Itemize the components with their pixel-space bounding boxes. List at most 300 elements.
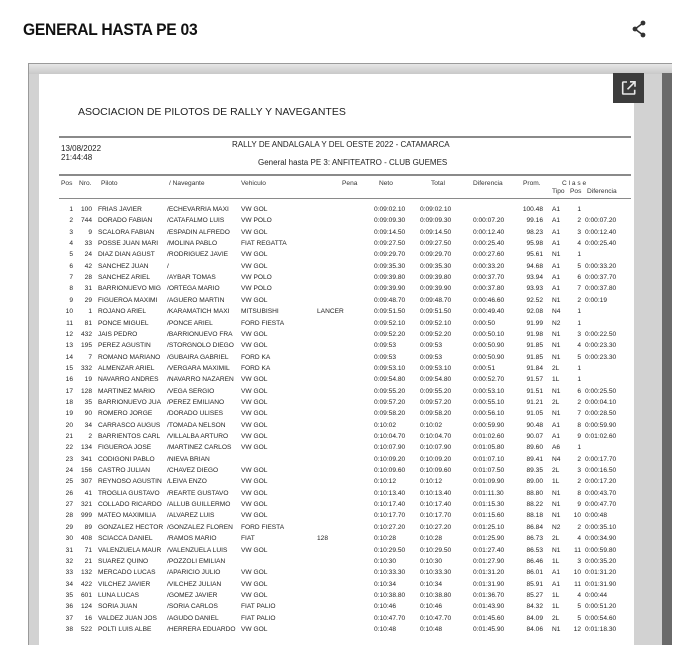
cell-nro: 522 bbox=[80, 625, 92, 633]
table-row bbox=[39, 547, 634, 558]
cell-diferencia: 0:01:27.40 bbox=[473, 546, 505, 554]
cell-piloto: REYNOSO AGUSTIN bbox=[98, 478, 162, 486]
table-row bbox=[39, 388, 634, 399]
cell-clase-pos: 11 bbox=[574, 546, 581, 554]
cell-diferencia: 0:01:31.90 bbox=[473, 580, 505, 588]
cell-total: 0:10:48 bbox=[420, 625, 442, 633]
cell-diferencia: 0:01:15.60 bbox=[473, 512, 505, 520]
cell-pos: 30 bbox=[65, 535, 73, 543]
cell-vehiculo: VW GOL bbox=[241, 489, 268, 497]
cell-nro: 100 bbox=[80, 206, 92, 213]
cell-piloto: FIGUEROA JOSE bbox=[98, 444, 152, 452]
table-row bbox=[39, 422, 634, 433]
cell-clase-tipo: A1 bbox=[552, 206, 561, 213]
cell-clase-pos: 3 bbox=[577, 467, 581, 475]
cell-navegante: /POZZOLI EMILIAN bbox=[167, 557, 226, 565]
cell-neto: 0:09:53.10 bbox=[374, 364, 406, 372]
cell-prom: 93.94 bbox=[526, 274, 543, 282]
cell-total: 0:10:33.30 bbox=[420, 569, 452, 577]
cell-clase-tipo: N2 bbox=[552, 523, 561, 531]
cell-neto: 0:09:58.20 bbox=[374, 410, 406, 418]
cell-vehiculo: VW POLO bbox=[241, 274, 272, 282]
cell-prom: 99.16 bbox=[526, 217, 543, 225]
cell-piloto: CASTRO JULIAN bbox=[98, 467, 151, 475]
cell-clase-diferencia: 0:01:31.90 bbox=[585, 580, 617, 588]
cell-total: 0:09:53 bbox=[420, 342, 442, 350]
cell-pos: 27 bbox=[65, 501, 73, 509]
cell-pos: 28 bbox=[65, 512, 73, 520]
cell-clase-pos: 1 bbox=[577, 319, 581, 327]
cell-nro: 28 bbox=[84, 274, 92, 282]
cell-pos: 8 bbox=[69, 285, 73, 293]
cell-nro: 9 bbox=[88, 228, 92, 236]
divider bbox=[59, 136, 631, 138]
cell-piloto: CODIGONI PABLO bbox=[98, 455, 155, 463]
cell-piloto: ROMANO MARIANO bbox=[98, 353, 161, 361]
cell-neto: 0:09:57.20 bbox=[374, 398, 406, 406]
cell-nro: 21 bbox=[84, 557, 92, 565]
cell-prom: 88.18 bbox=[526, 512, 543, 520]
cell-clase-pos: 9 bbox=[577, 433, 581, 440]
cell-vehiculo: VW GOL bbox=[241, 251, 268, 259]
cell-diferencia: 0:00:56.10 bbox=[473, 410, 505, 418]
cell-piloto: TROGLIA GUSTAVO bbox=[98, 489, 160, 497]
cell-clase-diferencia: 0:00:04.10 bbox=[585, 398, 617, 406]
cell-clase-tipo: N1 bbox=[552, 501, 561, 509]
table-row bbox=[39, 603, 634, 614]
cell-prom: 91.21 bbox=[526, 398, 543, 406]
cell-total: 0:10:38.80 bbox=[420, 591, 452, 599]
cell-clase-diferencia: 0:00:34.90 bbox=[585, 535, 617, 543]
cell-piloto: CARRASCO AUGUS bbox=[98, 421, 161, 429]
cell-clase-pos: 10 bbox=[573, 569, 581, 577]
cell-pos: 32 bbox=[65, 557, 73, 565]
cell-vehiculo: VW GOL bbox=[241, 444, 268, 452]
page-title: GENERAL HASTA PE 03 bbox=[23, 20, 198, 39]
cell-total: 0:09:52.10 bbox=[420, 319, 452, 327]
cell-clase-tipo: 1L bbox=[552, 557, 560, 565]
cell-piloto: SUAREZ QUINO bbox=[98, 557, 149, 565]
cell-total: 0:09:39.80 bbox=[420, 274, 452, 282]
cell-navegante: /PONCE ARIEL bbox=[167, 319, 213, 327]
cell-navegante: /ORTEGA MARIO bbox=[167, 285, 220, 293]
cell-navegante: /GUBAIRA GABRIEL bbox=[167, 353, 229, 361]
cell-navegante: /TOMADA NELSON bbox=[167, 421, 226, 429]
popout-button[interactable] bbox=[613, 73, 644, 103]
cell-clase-pos: 2 bbox=[577, 217, 581, 225]
cell-vehiculo: VW GOL bbox=[241, 228, 268, 236]
cell-prom: 89.35 bbox=[526, 467, 543, 475]
table-row bbox=[39, 320, 634, 331]
cell-pos: 21 bbox=[65, 433, 73, 440]
cell-diferencia: 0:00:12.40 bbox=[473, 228, 505, 236]
cell-prom: 90.48 bbox=[526, 421, 543, 429]
cell-navegante: /MARTINEZ CARLOS bbox=[167, 444, 232, 452]
cell-clase-diferencia: 0:00:43.70 bbox=[585, 489, 617, 497]
cell-neto: 0:10:09.60 bbox=[374, 467, 406, 475]
table-row bbox=[39, 354, 634, 365]
cell-vehiculo: FORD FIESTA bbox=[241, 523, 285, 531]
cell-clase-pos: 4 bbox=[577, 535, 581, 543]
cell-pos: 1 bbox=[69, 206, 73, 213]
cell-clase-diferencia: 0:00:51.20 bbox=[585, 603, 617, 611]
cell-clase-pos: 2 bbox=[577, 455, 581, 463]
cell-prom: 91.98 bbox=[526, 330, 543, 338]
cell-nro: 81 bbox=[84, 319, 92, 327]
table-row bbox=[39, 308, 634, 319]
cell-prom: 92.52 bbox=[526, 296, 543, 304]
cell-pos: 38 bbox=[65, 625, 73, 633]
cell-nro: 31 bbox=[84, 285, 92, 293]
cell-clase-tipo: 2L bbox=[552, 364, 560, 372]
cell-total: 0:10:09.60 bbox=[420, 467, 452, 475]
cell-nro: 601 bbox=[80, 591, 92, 599]
cell-clase-tipo: A1 bbox=[552, 285, 561, 293]
cell-navegante: /APARICIO JULIO bbox=[167, 569, 221, 577]
date-text: 13/08/2022 bbox=[61, 144, 102, 153]
table-row bbox=[39, 478, 634, 489]
cell-diferencia: 0:00:55.10 bbox=[473, 398, 505, 406]
cell-diferencia: 0:00:50.10 bbox=[473, 330, 505, 338]
cell-nro: 24 bbox=[84, 251, 92, 259]
cell-diferencia: 0:01:11.30 bbox=[473, 489, 504, 497]
cell-neto: 0:09:39.80 bbox=[374, 274, 406, 282]
cell-clase-tipo: N1 bbox=[552, 353, 561, 361]
cell-clase-diferencia: 0:00:22.50 bbox=[585, 330, 617, 338]
cell-nro: 34 bbox=[84, 421, 92, 429]
cell-prom: 89.60 bbox=[526, 444, 543, 452]
share-button[interactable] bbox=[630, 19, 648, 39]
cell-navegante: /VERGARA MAXIMIL bbox=[167, 364, 230, 372]
cell-nro: 128 bbox=[80, 387, 92, 395]
cell-prom: 89.41 bbox=[526, 455, 543, 463]
cell-piloto: SCIACCA DANIEL bbox=[98, 535, 153, 543]
cell-vehiculo: MITSUBISHI bbox=[241, 308, 279, 316]
cell-total: 0:10:02 bbox=[420, 421, 442, 429]
cell-neto: 0:09:29.70 bbox=[374, 251, 406, 259]
cell-diferencia: 0:01:07.50 bbox=[473, 467, 505, 475]
cell-prom: 91.51 bbox=[526, 387, 543, 395]
cell-pos: 12 bbox=[65, 330, 73, 338]
document-date bbox=[61, 144, 101, 162]
cell-clase-tipo: 2L bbox=[552, 535, 560, 543]
cell-nro: 134 bbox=[80, 444, 92, 452]
cell-neto: 0:10:09.20 bbox=[374, 455, 406, 463]
cell-prom: 84.06 bbox=[526, 625, 543, 633]
cell-navegante: /NIEVA BRIAN bbox=[167, 455, 210, 463]
cell-piloto: SORIA JUAN bbox=[98, 603, 138, 611]
cell-nro: 341 bbox=[80, 455, 92, 463]
col-header-nro: Nro. bbox=[79, 180, 92, 187]
col-header-total: Total bbox=[431, 180, 445, 187]
cell-clase-tipo: A1 bbox=[552, 240, 561, 248]
cell-pos: 33 bbox=[65, 569, 73, 577]
cell-clase-pos: 1 bbox=[577, 251, 581, 259]
cell-navegante: /RAMOS MARIO bbox=[167, 535, 217, 543]
cell-clase-diferencia: 0:00:12.40 bbox=[585, 228, 617, 236]
cell-vehiculo-model: LANCER bbox=[317, 308, 344, 316]
cell-nro: 132 bbox=[80, 569, 92, 577]
cell-clase-tipo: A1 bbox=[552, 433, 561, 440]
cell-nro: 2 bbox=[88, 433, 92, 440]
cell-clase-tipo: A1 bbox=[552, 580, 561, 588]
cell-vehiculo: VW GOL bbox=[241, 625, 268, 633]
cell-total: 0:10:34 bbox=[420, 580, 442, 588]
cell-pos: 10 bbox=[65, 308, 73, 316]
cell-piloto: FRIAS JAVIER bbox=[98, 206, 142, 213]
cell-clase-pos: 12 bbox=[573, 625, 581, 633]
cell-clase-tipo: N1 bbox=[552, 387, 561, 395]
cell-neto: 0:10:02 bbox=[374, 421, 396, 429]
cell-clase-tipo: A1 bbox=[552, 262, 561, 270]
cell-piloto: SANCHEZ JUAN bbox=[98, 262, 149, 270]
cell-vehiculo: VW GOL bbox=[241, 512, 268, 520]
cell-nro: 332 bbox=[80, 364, 92, 372]
cell-diferencia: 0:01:36.70 bbox=[473, 591, 505, 599]
cell-prom: 89.00 bbox=[526, 478, 543, 486]
cell-total: 0:09:02.10 bbox=[420, 206, 452, 213]
cell-diferencia: 0:01:25.10 bbox=[473, 523, 505, 531]
table-row bbox=[39, 592, 634, 603]
cell-piloto: LUNA LUCAS bbox=[98, 591, 140, 599]
cell-piloto: SANCHEZ ARIEL bbox=[98, 274, 151, 282]
cell-piloto: ROJANO ARIEL bbox=[98, 308, 147, 316]
cell-nro: 71 bbox=[84, 546, 92, 554]
cell-diferencia: 0:00:59.90 bbox=[473, 421, 505, 429]
cell-neto: 0:10:47.70 bbox=[374, 614, 406, 622]
cell-vehiculo: FORD KA bbox=[241, 353, 271, 361]
cell-navegante: /LEIVA ENZO bbox=[167, 478, 207, 486]
col-header-navegante: / Navegante bbox=[169, 180, 205, 187]
cell-clase-tipo: N1 bbox=[552, 546, 561, 554]
cell-clase-diferencia: 0:01:02.60 bbox=[585, 433, 617, 440]
cell-nro: 35 bbox=[84, 398, 92, 406]
cell-clase-pos: 5 bbox=[577, 353, 581, 361]
cell-nro: 29 bbox=[84, 296, 92, 304]
cell-neto: 0:09:53 bbox=[374, 342, 396, 350]
cell-piloto: MERCADO LUCAS bbox=[98, 569, 156, 577]
cell-total: 0:10:12 bbox=[420, 478, 442, 486]
cell-clase-diferencia: 0:00:47.70 bbox=[585, 501, 617, 509]
cell-clase-tipo: N1 bbox=[552, 296, 561, 304]
cell-prom: 86.01 bbox=[526, 569, 543, 577]
cell-clase-tipo: 1L bbox=[552, 591, 560, 599]
cell-prom: 86.46 bbox=[526, 557, 543, 565]
cell-vehiculo: VW GOL bbox=[241, 206, 268, 213]
cell-piloto: GONZALEZ HECTOR bbox=[98, 523, 164, 531]
cell-total: 0:09:48.70 bbox=[420, 296, 452, 304]
cell-total: 0:09:57.20 bbox=[420, 398, 452, 406]
cell-clase-diferencia: 0:00:48 bbox=[585, 512, 607, 520]
cell-clase-diferencia: 0:00:54.60 bbox=[585, 614, 617, 622]
cell-pos: 9 bbox=[69, 296, 73, 304]
cell-neto: 0:09:51.50 bbox=[374, 308, 406, 316]
table-row bbox=[39, 376, 634, 387]
cell-total: 0:10:09.20 bbox=[420, 455, 452, 463]
cell-pos: 2 bbox=[69, 217, 73, 225]
cell-nro: 307 bbox=[80, 478, 92, 486]
cell-clase-tipo: A1 bbox=[552, 569, 561, 577]
table-row bbox=[39, 365, 634, 376]
col-header-vehiculo: Vehiculo bbox=[241, 180, 266, 187]
cell-clase-pos: 7 bbox=[577, 410, 581, 418]
cell-prom: 91.84 bbox=[526, 364, 543, 372]
cell-prom: 88.80 bbox=[526, 489, 543, 497]
cell-prom: 100.48 bbox=[522, 206, 543, 213]
cell-total: 0:09:35.30 bbox=[420, 262, 452, 270]
cell-navegante: /KARAMATICH MAXI bbox=[167, 308, 230, 316]
cell-navegante: /GONZALEZ FLOREN bbox=[167, 523, 233, 531]
cell-clase-tipo: A1 bbox=[552, 228, 561, 236]
cell-clase-tipo: N4 bbox=[552, 308, 561, 316]
cell-diferencia: 0:01:02.60 bbox=[473, 433, 505, 440]
cell-clase-pos: 1 bbox=[577, 376, 581, 384]
cell-navegante: /RODRIGUEZ JAVIE bbox=[167, 251, 229, 259]
cell-total: 0:10:07.90 bbox=[420, 444, 452, 452]
cell-clase-pos: 6 bbox=[577, 274, 581, 282]
cell-prom: 95.61 bbox=[526, 251, 543, 259]
cell-navegante: /NAVARRO NAZAREN bbox=[167, 376, 234, 384]
cell-clase-tipo: 2L bbox=[552, 614, 560, 622]
cell-prom: 86.73 bbox=[526, 535, 543, 543]
cell-prom: 88.22 bbox=[526, 501, 543, 509]
cell-diferencia: 0:00:07.20 bbox=[473, 217, 505, 225]
cell-piloto: MATEO MAXIMILIA bbox=[98, 512, 157, 520]
cell-nro: 422 bbox=[80, 580, 92, 588]
cell-navegante: /VILCHEZ JULIAN bbox=[167, 580, 222, 588]
cell-neto: 0:09:09.30 bbox=[374, 217, 406, 225]
cell-clase-tipo: 1L bbox=[552, 376, 560, 384]
cell-navegante: /MOLINA PABLO bbox=[167, 240, 218, 248]
cell-vehiculo: VW GOL bbox=[241, 376, 268, 384]
table-row bbox=[39, 410, 634, 421]
table-row bbox=[39, 569, 634, 580]
cell-vehiculo: VW GOL bbox=[241, 501, 268, 509]
cell-clase-pos: 2 bbox=[577, 296, 581, 304]
cell-prom: 94.68 bbox=[526, 262, 543, 270]
cell-diferencia: 0:01:45.90 bbox=[473, 625, 505, 633]
cell-vehiculo: VW GOL bbox=[241, 410, 268, 418]
cell-pos: 15 bbox=[65, 364, 73, 372]
share-icon bbox=[630, 19, 648, 39]
cell-navegante: /AYBAR TOMAS bbox=[167, 274, 216, 282]
viewer-scrollbar[interactable] bbox=[662, 73, 672, 645]
cell-pos: 36 bbox=[65, 603, 73, 611]
cell-prom: 90.07 bbox=[526, 433, 543, 440]
cell-neto: 0:09:35.30 bbox=[374, 262, 406, 270]
cell-total: 0:09:27.50 bbox=[420, 240, 452, 248]
cell-pos: 34 bbox=[65, 580, 73, 588]
cell-piloto: VALDEZ JUAN JOS bbox=[98, 614, 157, 622]
table-row bbox=[39, 331, 634, 342]
col-header-clase-pos: Pos bbox=[570, 188, 582, 195]
cell-nro: 19 bbox=[84, 376, 92, 384]
cell-prom: 92.08 bbox=[526, 308, 543, 316]
cell-piloto: SCALORA FABIAN bbox=[98, 228, 155, 236]
cell-clase-tipo: N1 bbox=[552, 251, 561, 259]
cell-total: 0:10:29.50 bbox=[420, 546, 452, 554]
cell-prom: 86.84 bbox=[526, 523, 543, 531]
cell-clase-pos: 2 bbox=[577, 478, 581, 486]
cell-diferencia: 0:00:53.10 bbox=[473, 387, 505, 395]
cell-prom: 91.85 bbox=[526, 353, 543, 361]
cell-prom: 91.85 bbox=[526, 342, 543, 350]
cell-navegante: /ESPADIN ALFREDO bbox=[167, 228, 230, 236]
cell-diferencia: 0:00:50.90 bbox=[473, 353, 505, 361]
cell-neto: 0:10:29.50 bbox=[374, 546, 406, 554]
cell-piloto: VILCHEZ JAVIER bbox=[98, 580, 151, 588]
cell-clase-tipo: 2L bbox=[552, 398, 560, 406]
cell-piloto: DORADO FABIAN bbox=[98, 217, 153, 225]
divider bbox=[59, 198, 631, 199]
table-row bbox=[39, 467, 634, 478]
table-row bbox=[39, 581, 634, 592]
cell-clase-tipo: A1 bbox=[552, 421, 561, 429]
cell-vehiculo: VW GOL bbox=[241, 580, 268, 588]
cell-nro: 195 bbox=[80, 342, 92, 350]
table-row bbox=[39, 535, 634, 546]
cell-clase-diferencia: 0:01:18.30 bbox=[585, 625, 617, 633]
table-row bbox=[39, 512, 634, 523]
cell-clase-pos: 7 bbox=[577, 285, 581, 293]
cell-nro: 90 bbox=[84, 410, 92, 418]
cell-nro: 1 bbox=[88, 308, 92, 316]
cell-total: 0:10:27.20 bbox=[420, 523, 452, 531]
cell-prom: 93.93 bbox=[526, 285, 543, 293]
cell-total: 0:09:52.20 bbox=[420, 330, 452, 338]
cell-clase-diferencia: 0:00:25.40 bbox=[585, 240, 617, 248]
cell-prom: 91.05 bbox=[526, 410, 543, 418]
cell-diferencia: 0:01:27.90 bbox=[473, 557, 505, 565]
cell-vehiculo: VW GOL bbox=[241, 478, 268, 486]
table-row bbox=[39, 444, 634, 455]
cell-neto: 0:10:48 bbox=[374, 625, 396, 633]
cell-total: 0:09:29.70 bbox=[420, 251, 452, 259]
cell-clase-pos: 3 bbox=[577, 330, 581, 338]
cell-vehiculo: FIAT bbox=[241, 535, 255, 543]
cell-nro: 408 bbox=[80, 535, 92, 543]
table-row bbox=[39, 251, 634, 262]
cell-neto: 0:10:30 bbox=[374, 557, 396, 565]
cell-clase-pos: 5 bbox=[577, 262, 581, 270]
cell-clase-diferencia: 0:00:59.80 bbox=[585, 546, 617, 554]
cell-clase-pos: 2 bbox=[577, 523, 581, 531]
cell-clase-tipo: A6 bbox=[552, 444, 561, 452]
cell-vehiculo: FORD FIESTA bbox=[241, 319, 285, 327]
cell-prom: 86.53 bbox=[526, 546, 543, 554]
cell-vehiculo: VW POLO bbox=[241, 285, 272, 293]
col-header-clase: C l a s e bbox=[562, 180, 587, 187]
cell-clase-diferencia: 0:00:33.20 bbox=[585, 262, 617, 270]
col-header-tipo: Tipo bbox=[552, 188, 565, 195]
cell-piloto: POLTI LUIS ALBE bbox=[98, 625, 152, 633]
cell-clase-pos: 5 bbox=[577, 603, 581, 611]
cell-nro: 42 bbox=[84, 262, 92, 270]
col-header-neto: Neto bbox=[379, 180, 393, 187]
cell-neto: 0:09:54.80 bbox=[374, 376, 406, 384]
cell-pos: 29 bbox=[65, 523, 73, 531]
cell-prom: 95.98 bbox=[526, 240, 543, 248]
cell-piloto: BARRIENTOS CARL bbox=[98, 433, 161, 440]
col-header-prom: Prom. bbox=[523, 180, 541, 187]
table-row bbox=[39, 217, 634, 228]
cell-piloto: FIGUEROA MAXIMI bbox=[98, 296, 158, 304]
cell-clase-diferencia: 0:00:35.10 bbox=[585, 523, 617, 531]
cell-clase-pos: 1 bbox=[577, 206, 581, 213]
cell-prom: 91.57 bbox=[526, 376, 543, 384]
cell-clase-tipo: A1 bbox=[552, 217, 561, 225]
cell-pos: 31 bbox=[65, 546, 73, 554]
